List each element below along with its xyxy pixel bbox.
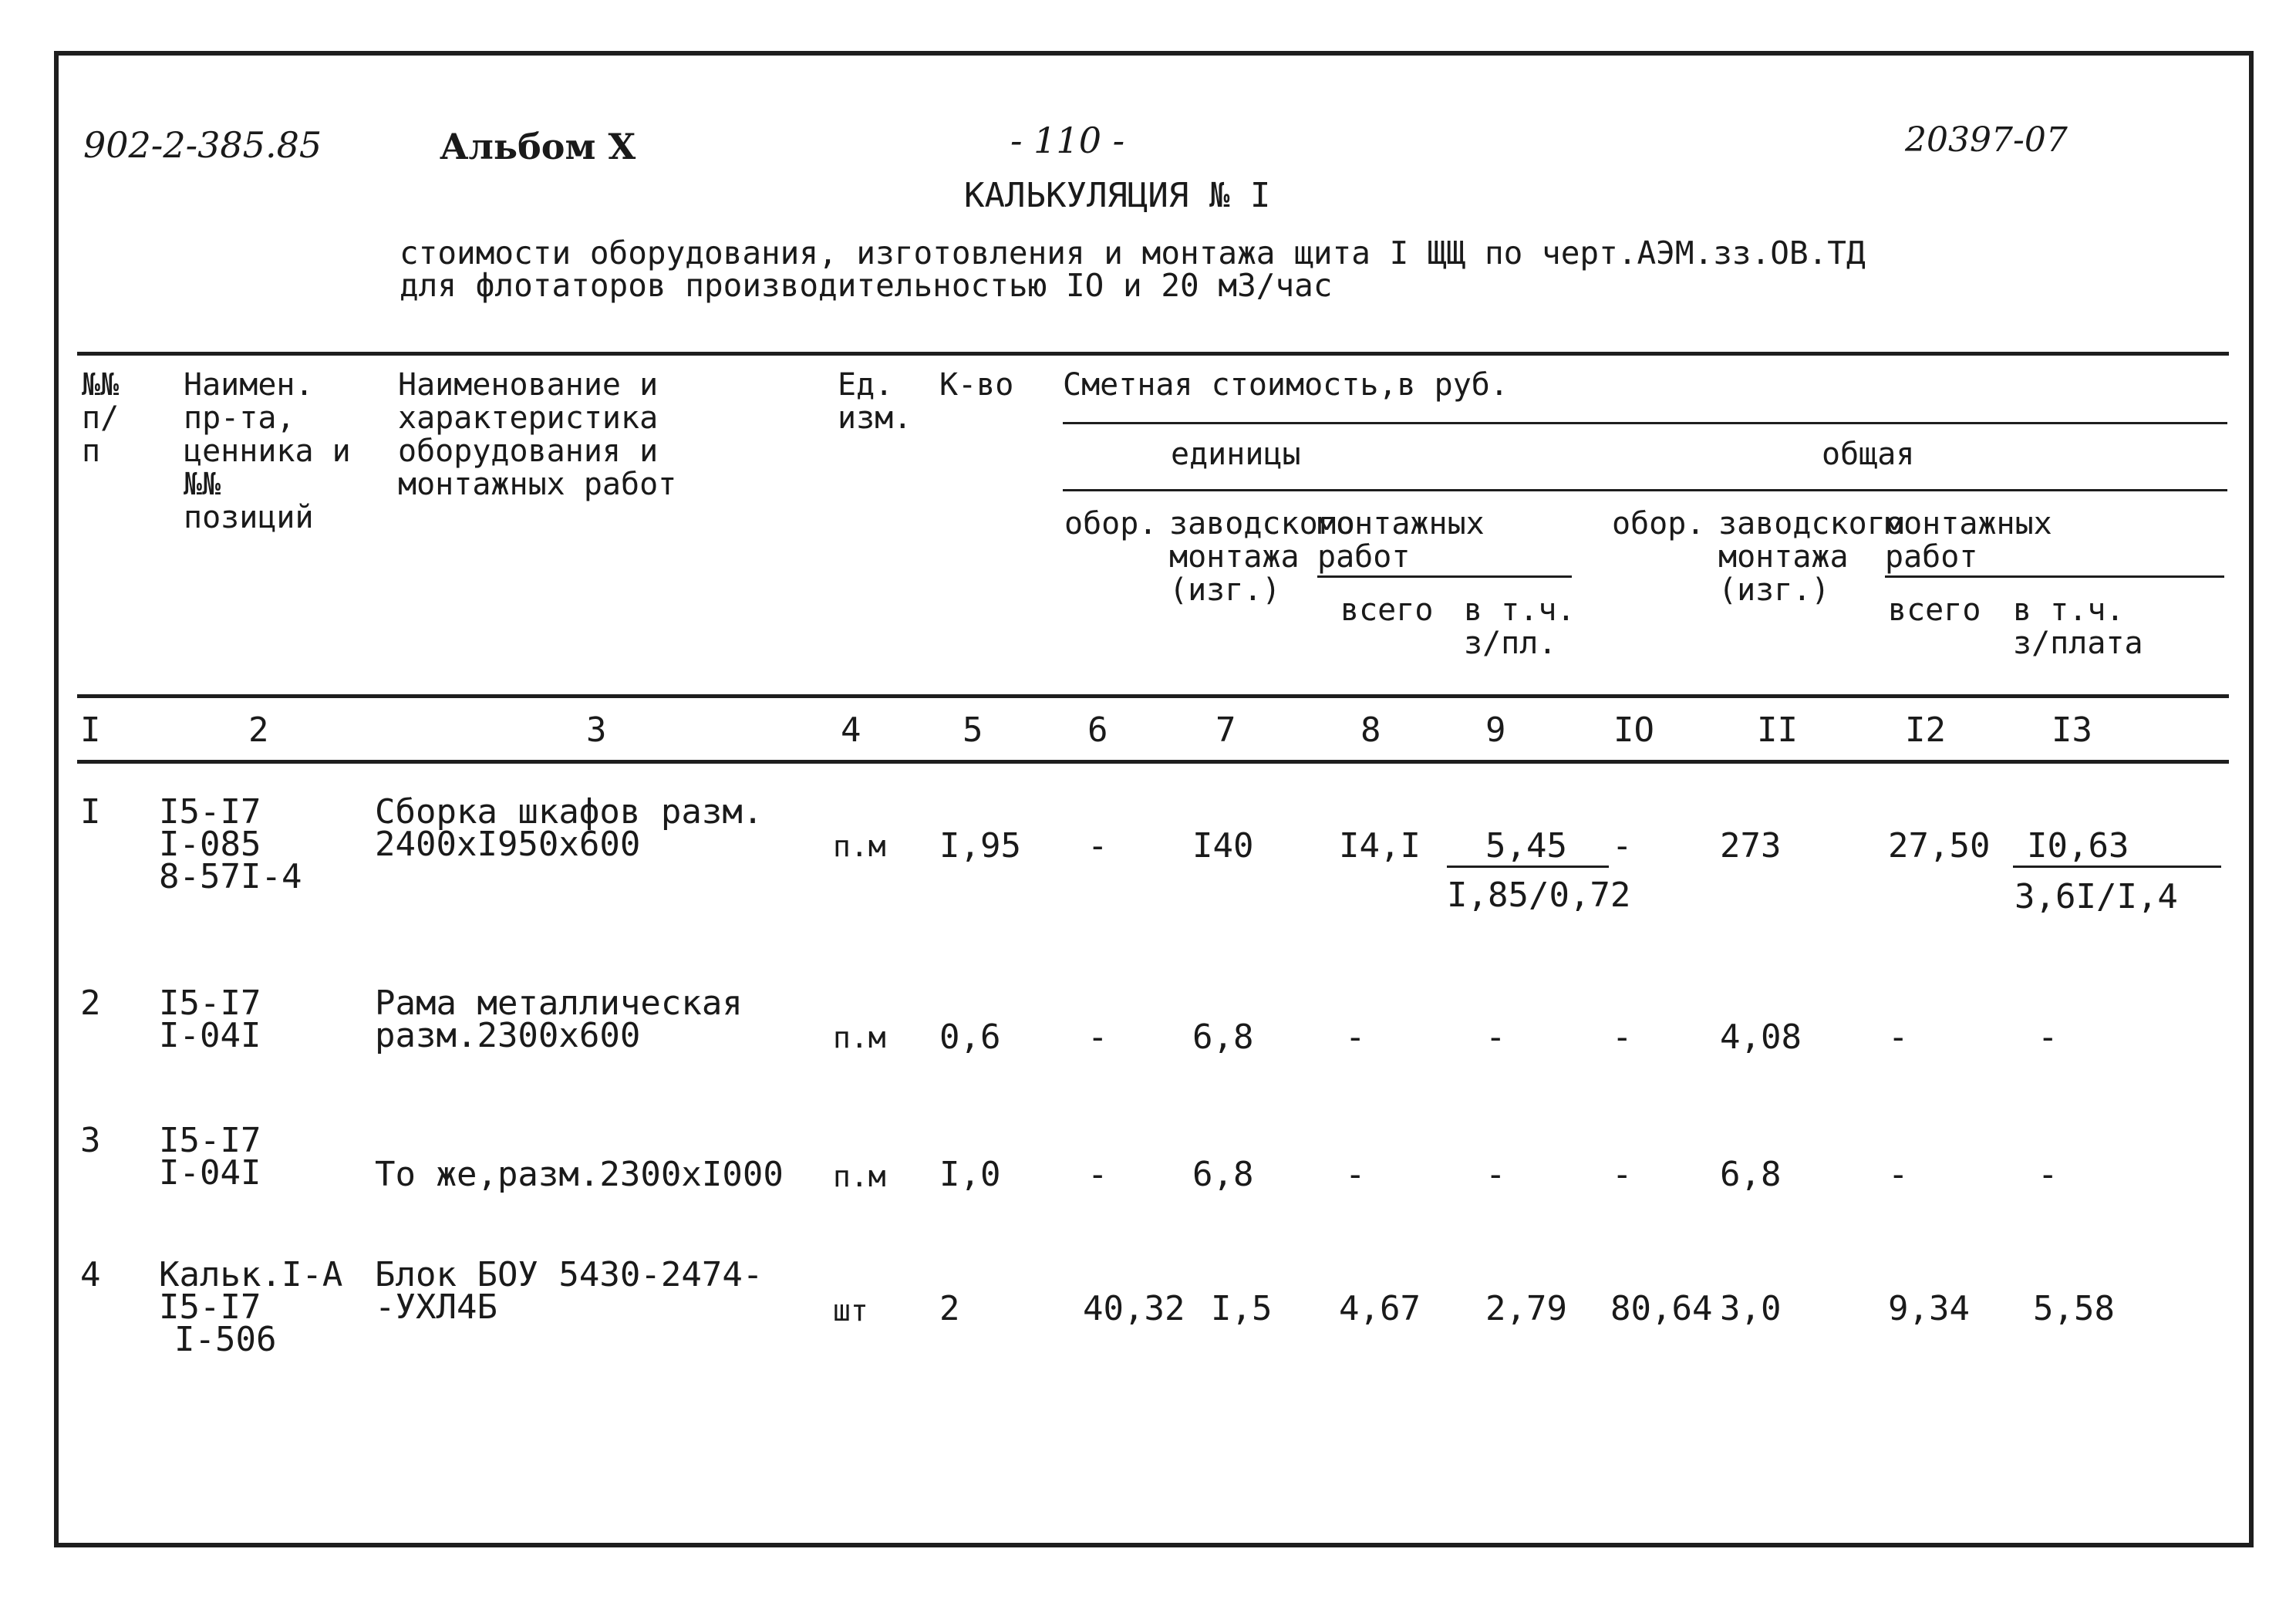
col-number: 2 <box>248 710 269 750</box>
value-col6: 40,32 <box>1083 1289 1185 1328</box>
numbers-bottom-line <box>77 760 2229 764</box>
doc-title: КАЛЬКУЛЯЦИЯ № I <box>964 176 1271 215</box>
unit: п.м <box>833 1159 886 1193</box>
col-header-11: заводского монтажа (изг.) <box>1718 506 1904 608</box>
value-col13: - <box>2038 1017 2058 1057</box>
value-col13: 5,58 <box>2033 1289 2115 1328</box>
col-number: I <box>80 710 101 750</box>
col-header-9: в т.ч. з/пл. <box>1464 592 1576 661</box>
col-number: I3 <box>2052 710 2092 750</box>
value-col6: - <box>1087 1155 1108 1194</box>
doc-subtitle-line1: стоимости оборудования, изготовления и монтажа щита I ЩЩ по черт.АЭМ.зз.ОВ.ТД <box>400 235 1866 272</box>
unit: шт <box>833 1294 868 1328</box>
value-col9-sub: I,85/0,72 <box>1447 876 1631 915</box>
album-label: Альбом X <box>440 126 636 167</box>
item-description: Рама металлическая <box>375 984 743 1023</box>
value-col10: 80,64 <box>1610 1289 1713 1328</box>
archive-number: 20397-07 <box>1905 120 2068 160</box>
fraction-line-col13 <box>2013 866 2221 868</box>
montage-underline-unit <box>1317 575 1572 578</box>
item-description: То же,разм.2300xI000 <box>375 1155 784 1194</box>
value-col13: I0,63 <box>2027 826 2129 866</box>
price-code: I5-I7 <box>159 1287 261 1327</box>
value-col11: 273 <box>1720 826 1782 866</box>
price-code: I-04I <box>159 1153 261 1193</box>
col-number: II <box>1757 710 1798 750</box>
col-number: 4 <box>841 710 861 750</box>
value-col12: 27,50 <box>1888 826 1991 866</box>
value-col9: 2,79 <box>1485 1289 1567 1328</box>
col-header-8-9: монтажных работ <box>1317 506 1485 575</box>
value-col13: - <box>2038 1155 2058 1194</box>
value-col13-sub: 3,6I/I,4 <box>2014 877 2178 916</box>
value-col7: 6,8 <box>1192 1017 1254 1057</box>
col-number: 9 <box>1485 710 1506 750</box>
col-header-5: К-во <box>939 367 1014 403</box>
value-col7: 6,8 <box>1192 1155 1254 1194</box>
montage-underline-total <box>1885 575 2224 578</box>
item-description: Блок БОУ 5430-2474- <box>375 1255 764 1294</box>
col-number: I2 <box>1905 710 1946 750</box>
unit-group-header: единицы <box>1171 437 1301 472</box>
price-code: Кальк.I-А <box>159 1255 343 1294</box>
col-number: 6 <box>1087 710 1108 750</box>
value-col7: I40 <box>1192 826 1254 866</box>
value-col12: 9,34 <box>1888 1289 1970 1328</box>
col-number: 8 <box>1360 710 1381 750</box>
unit: п.м <box>833 829 886 863</box>
value-col8: - <box>1345 1017 1366 1057</box>
value-col6: - <box>1087 826 1108 866</box>
price-code: I5-I7 <box>159 984 261 1023</box>
value-col8: 4,67 <box>1339 1289 1421 1328</box>
total-group-header: общая <box>1822 437 1915 472</box>
price-code: I-04I <box>159 1016 261 1055</box>
quantity: I,95 <box>939 826 1021 866</box>
item-description: -УХЛ4Б <box>375 1287 497 1327</box>
value-col9: - <box>1485 1017 1506 1057</box>
value-col6: - <box>1087 1017 1108 1057</box>
col-number: 5 <box>963 710 983 750</box>
col-header-13: в т.ч. з/плата <box>2013 592 2143 661</box>
page-number: - 110 - <box>1010 120 1125 161</box>
price-code: I5-I7 <box>159 792 261 832</box>
value-col9: - <box>1485 1155 1506 1194</box>
quantity: 0,6 <box>939 1017 1001 1057</box>
value-col8: - <box>1345 1155 1366 1194</box>
value-col12: - <box>1888 1155 1909 1194</box>
table-top-line <box>77 352 2229 356</box>
row-number: 4 <box>80 1255 101 1294</box>
col-header-4: Ед. изм. <box>838 367 912 436</box>
col-header-6: обор. <box>1064 506 1158 542</box>
row-number: I <box>80 792 101 832</box>
col-number: 3 <box>586 710 607 750</box>
cost-group-line <box>1063 422 2227 424</box>
item-description: Сборка шкафов разм. <box>375 792 764 832</box>
item-description: разм.2300x600 <box>375 1016 641 1055</box>
value-col11: 3,0 <box>1720 1289 1782 1328</box>
col-number: 7 <box>1215 710 1236 750</box>
price-code: I-506 <box>174 1320 277 1359</box>
price-code: 8-57I-4 <box>159 857 302 896</box>
value-col11: 4,08 <box>1720 1017 1802 1057</box>
quantity: I,0 <box>939 1155 1001 1194</box>
col-header-10: обор. <box>1612 506 1705 542</box>
unit: п.м <box>833 1021 886 1055</box>
value-col7: I,5 <box>1211 1289 1273 1328</box>
unit-total-line <box>1063 489 2227 491</box>
doc-subtitle-line2: для флотаторов производительностью IO и 20 м3/час <box>400 267 1333 304</box>
value-col10: - <box>1612 1155 1633 1194</box>
col-header-12-13: монтажных работ <box>1885 506 2052 575</box>
value-col10: - <box>1612 1017 1633 1057</box>
header-bottom-line <box>77 694 2229 698</box>
price-code: I5-I7 <box>159 1121 261 1160</box>
col-header-8: всего <box>1340 592 1434 628</box>
value-col11: 6,8 <box>1720 1155 1782 1194</box>
cost-group-header: Сметная стоимость,в руб. <box>1063 367 1509 403</box>
price-code: I-085 <box>159 825 261 864</box>
col-number: IO <box>1613 710 1654 750</box>
col-header-12: всего <box>1888 592 1981 628</box>
item-description: 2400xI950x600 <box>375 825 641 864</box>
value-col10: - <box>1612 826 1633 866</box>
col-header-3: Наименование и характеристика оборудования и монтажных работ <box>398 367 677 502</box>
quantity: 2 <box>939 1289 960 1328</box>
col-header-7: заводского монтажа (изг.) <box>1169 506 1355 608</box>
col-header-2: Наимен. пр-та, ценника и №№ позиций <box>184 367 351 535</box>
row-number: 3 <box>80 1121 101 1160</box>
doc-code: 902-2-385.85 <box>83 124 322 166</box>
value-col8: I4,I <box>1339 826 1421 866</box>
value-col12: - <box>1888 1017 1909 1057</box>
row-number: 2 <box>80 984 101 1023</box>
col-header-1: №№ п/п <box>82 367 120 469</box>
fraction-line-col9 <box>1447 866 1609 868</box>
value-col9: 5,45 <box>1485 826 1567 866</box>
